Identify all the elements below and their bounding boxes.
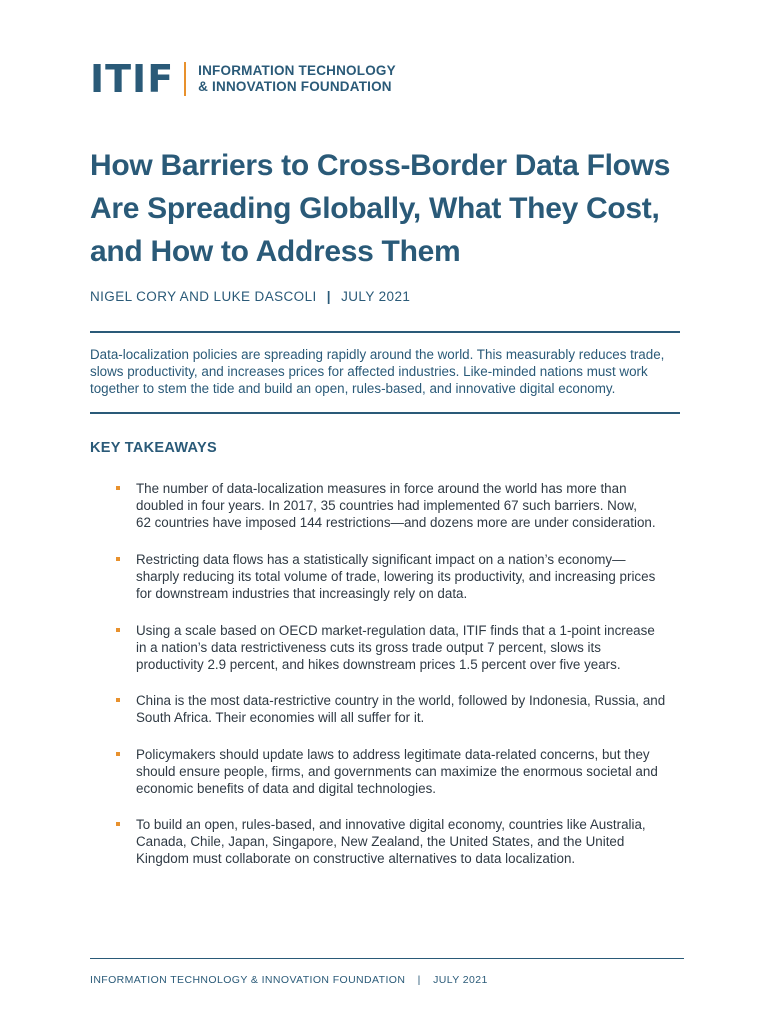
takeaway-line: The number of data-localization measures in force around the world has more than [136,481,627,496]
takeaway-line: should ensure people, firms, and governments can maximize the enormous societal and [136,764,658,779]
summary-bottom-rule [90,412,680,414]
takeaway-line: China is the most data-restrictive country in the world, followed by Indonesia, Russia, and [136,693,666,708]
takeaway-line: for downstream industries that increasingly rely on data. [136,586,468,601]
byline [90,289,410,304]
takeaway-text [136,746,696,797]
takeaway-text [136,692,696,726]
takeaway-text [136,551,696,602]
byline-authors: NIGEL CORY AND LUKE DASCOLI [90,289,317,304]
takeaway-text [136,622,696,673]
logo-org-line-2: & INNOVATION FOUNDATION [198,79,392,94]
takeaway-line: doubled in four years. In 2017, 35 countries had implemented 67 such barriers. Now, [136,498,637,513]
takeaway-line: Canada, Chile, Japan, Singapore, New Zealand, the United States, and the United [136,834,625,849]
takeaway-line: Kingdom must collaborate on constructive alternatives to data localization. [136,851,576,866]
takeaway-line: sharply reducing its total volume of trade, lowering its productivity, and increasing prices [136,569,656,584]
takeaway-line: Using a scale based on OECD market-regulation data, ITIF finds that a 1-point increase [136,623,655,638]
title-line: How Barriers to Cross-Border Data Flows [90,149,671,182]
takeaway-line: Policymakers should update laws to address legitimate data-related concerns, but they [136,747,650,762]
summary-line: Data-localization policies are spreading rapidly around the world. This measurably reduces trade, [90,347,665,362]
bullet-marker [116,557,120,561]
bullet-marker [116,698,120,702]
takeaway-text [136,480,696,531]
footer-rule [90,958,684,959]
bullet-marker [116,486,120,490]
page-footer [90,974,488,986]
logo-mark: ITIF [90,57,175,101]
takeaway-line: in a nation’s data restrictiveness cuts its gross trade output 7 percent, slows its [136,640,601,655]
bullet-marker [116,752,120,756]
footer-separator: | [417,974,421,986]
takeaway-line: 62 countries have imposed 144 restrictions—and dozens more are under consideration. [136,515,656,530]
footer-date: JULY 2021 [433,974,488,986]
logo-org-line-1: INFORMATION TECHNOLOGY [198,63,396,78]
takeaway-line: South Africa. Their economies will all suffer for it. [136,710,425,725]
takeaway-text [136,816,696,867]
bullet-marker [116,628,120,632]
takeaway-line: productivity 2.9 percent, and hikes downstream prices 1.5 percent over five years. [136,657,621,672]
title-line: Are Spreading Globally, What They Cost, [90,192,660,225]
summary-line: slows productivity, and increases prices for affected industries. Like-minded nations must work [90,364,648,379]
summary-text [90,346,690,397]
logo-org-name [198,63,396,95]
byline-separator: | [326,289,331,304]
summary-line: together to stem the tide and build an open, rules-based, and innovative digital economy. [90,381,616,396]
takeaway-line: To build an open, rules-based, and innovative digital economy, countries like Australia, [136,817,646,832]
takeaway-line: economic benefits of data and digital technologies. [136,781,437,796]
key-takeaways-heading: KEY TAKEAWAYS [90,440,217,456]
byline-date: JULY 2021 [341,289,411,304]
report-title [90,144,690,273]
logo-divider [184,62,186,96]
footer-org: INFORMATION TECHNOLOGY & INNOVATION FOUNDATION [90,974,406,986]
bullet-marker [116,822,120,826]
summary-top-rule [90,331,680,333]
title-line: and How to Address Them [90,235,461,268]
takeaway-line: Restricting data flows has a statistically significant impact on a nation’s economy— [136,552,626,567]
itif-logo [90,57,396,101]
